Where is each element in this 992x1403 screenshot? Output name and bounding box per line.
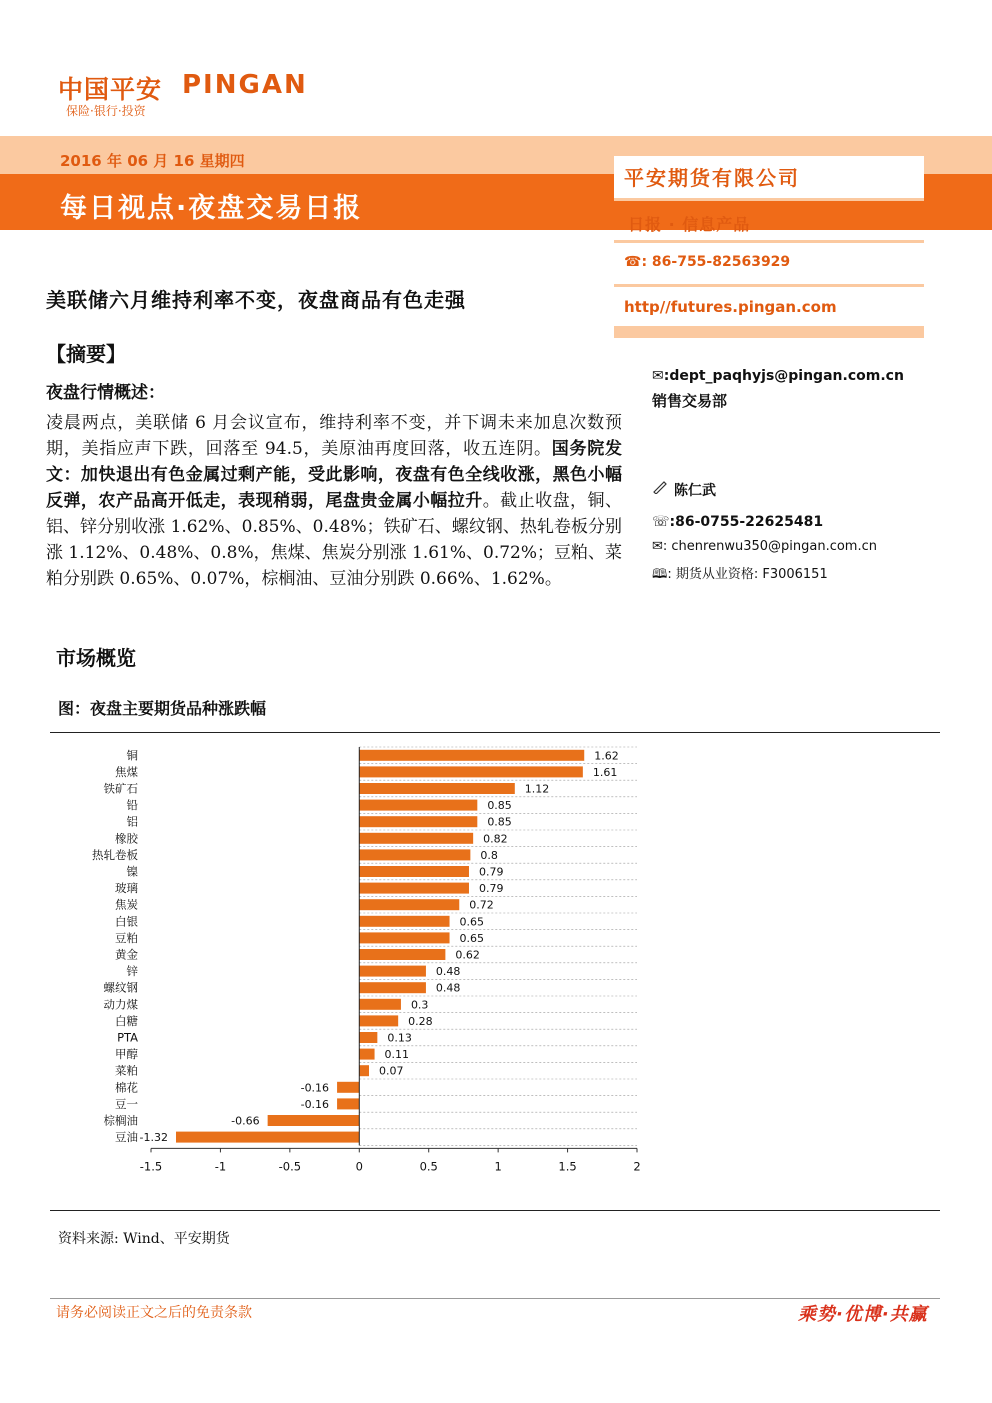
x-tick-label: 0 (355, 1159, 363, 1174)
analyst-phone: ☏:86-0755-22625481 (652, 514, 824, 530)
analyst-license: 🕮: 期货从业资格: F3006151 (652, 567, 828, 582)
bar (359, 949, 445, 960)
category-label: 甲醇 (115, 1047, 138, 1062)
category-label: 动力煤 (103, 997, 138, 1012)
sidebar-divider (614, 198, 924, 201)
data-label: 1.12 (524, 782, 550, 796)
data-label: 0.48 (435, 981, 461, 995)
logo-en: PINGAN (182, 70, 308, 100)
bar (268, 1115, 360, 1126)
bar (359, 982, 426, 993)
x-tick-label: 1 (494, 1159, 502, 1174)
category-label: 焦炭 (115, 897, 138, 912)
data-label: 0.85 (487, 799, 512, 813)
pen-icon (652, 480, 668, 498)
data-label: 0.62 (455, 948, 480, 962)
figure-top-rule (50, 732, 940, 733)
category-label: 豆油 (115, 1130, 138, 1145)
overview-subhead: 夜盘行情概述： (46, 383, 165, 403)
category-label: 螺纹钢 (103, 980, 138, 995)
x-tick-label: -1 (214, 1159, 227, 1174)
x-tick-label: -0.5 (278, 1159, 302, 1174)
sidebar-divider (614, 240, 924, 243)
bar (359, 833, 473, 844)
category-label: 白银 (115, 914, 138, 929)
data-label: -0.66 (231, 1114, 260, 1128)
slogan: 乘势·优博·共赢 (798, 1304, 928, 1325)
x-tick-label: 0.5 (419, 1159, 438, 1174)
bar (359, 1032, 377, 1043)
company-name: 平安期货有限公司 (624, 166, 800, 190)
bar (359, 750, 584, 761)
abstract-label: 【摘要】 (46, 342, 126, 366)
category-label: 热轧卷板 (92, 847, 138, 862)
footer-rule (50, 1298, 940, 1299)
analyst-name: 陈仁武 (674, 483, 716, 499)
headline: 美联储六月维持利率不变，夜盘商品有色走强 (46, 288, 466, 312)
x-tick-label: 1.5 (558, 1159, 577, 1174)
sidebar-divider (614, 284, 924, 287)
bar (359, 866, 469, 877)
bar-chart (50, 740, 940, 1180)
data-label: 0.13 (387, 1031, 412, 1045)
x-tick-label: 2 (633, 1159, 641, 1174)
paragraph-part1: 凌晨两点，美联储 6 月会议宣布，维持利率不变，并下调未来加息次数预期，美指应声下跌，回落至 94.5，美原油再度回落，收五连阴。 (46, 413, 622, 459)
dept-email[interactable]: ✉:dept_paqhyjs@pingan.com.cn (652, 368, 904, 384)
overview-paragraph (46, 410, 622, 592)
data-label: 0.11 (384, 1048, 410, 1062)
data-label: 0.8 (480, 848, 498, 862)
bar (176, 1132, 359, 1143)
category-label: 锌 (126, 964, 138, 979)
data-label: 0.48 (435, 965, 461, 979)
bar (359, 816, 477, 827)
category-label: 铝 (126, 814, 138, 829)
category-label: 铅 (126, 798, 138, 813)
bar (359, 1065, 369, 1076)
sidebar-divider (614, 326, 924, 338)
data-label: -1.32 (139, 1131, 168, 1145)
disclaimer-link[interactable]: 请务必阅读正文之后的免责条款 (56, 1305, 252, 1321)
category-label: 铜 (126, 748, 138, 763)
x-tick-label: -1.5 (139, 1159, 163, 1174)
figure-title: 图：夜盘主要期货品种涨跌幅 (58, 699, 267, 718)
category-label: 铁矿石 (103, 781, 138, 796)
paragraph-bold: 国务院发文：加快退出有色金属过剩产能，受此影响，夜盘有色全线收涨，黑色小幅反弹，农产品高开低走，表现稍弱，尾盘贵金属小幅拉升 (46, 439, 622, 511)
category-label: PTA (117, 1030, 138, 1045)
report-type: 日报 · 信息产品 (628, 215, 751, 234)
logo-cn: 中国平安 (58, 75, 163, 104)
category-label: 玻璃 (115, 881, 138, 896)
data-label: 0.28 (408, 1014, 433, 1028)
source-note: 资料来源: Wind、平安期货 (58, 1231, 230, 1247)
company-url[interactable]: http//futures.pingan.com (624, 298, 837, 316)
category-label: 豆粕 (115, 930, 138, 945)
data-label: -0.16 (300, 1097, 330, 1111)
bar (359, 766, 583, 777)
bar (359, 883, 469, 894)
category-label: 菜粕 (115, 1063, 138, 1078)
data-label: 0.79 (478, 865, 504, 879)
bar (359, 1049, 374, 1060)
data-label: 0.72 (469, 898, 494, 912)
bar (359, 916, 449, 927)
bar (359, 999, 401, 1010)
paragraph-part2: 。截止收盘，铜、铝、锌分别收涨 1.62%、0.85%、0.48%；铁矿石、螺纹钢、热轧卷板分别涨 1.12%、0.48%、0.8%，焦煤、焦炭分别涨 1.61%、0.72%；豆粕、菜粕分别跌 0.65%、0.07%，棕榈油、豆油分别跌 0.66%、1.62%。 (46, 491, 623, 589)
company-phone: ☎: 86-755-82563929 (624, 254, 791, 270)
bar (337, 1082, 359, 1093)
category-label: 豆一 (115, 1096, 138, 1111)
data-label: 1.62 (594, 749, 619, 763)
category-label: 焦煤 (115, 764, 138, 779)
bar (359, 1015, 398, 1026)
data-label: 0.07 (379, 1064, 404, 1078)
bar (359, 800, 477, 811)
data-label: -0.16 (300, 1081, 330, 1095)
dept-name: 销售交易部 (652, 392, 728, 410)
market-overview-heading: 市场概览 (56, 646, 136, 670)
bar (359, 783, 515, 794)
data-label: 0.82 (483, 832, 508, 846)
data-label: 1.61 (592, 765, 618, 779)
bar (359, 932, 449, 943)
bar (337, 1098, 359, 1109)
bar (359, 966, 426, 977)
report-title: 每日视点·夜盘交易日报 (60, 193, 363, 224)
category-label: 镍 (126, 864, 138, 879)
data-label: 0.79 (478, 882, 504, 896)
category-label: 黄金 (115, 947, 138, 962)
category-label: 橡胶 (115, 831, 138, 846)
data-label: 0.65 (459, 915, 485, 929)
figure-bottom-rule (50, 1210, 940, 1211)
category-label: 白糖 (115, 1013, 138, 1028)
analyst-email[interactable]: ✉: chenrenwu350@pingan.com.cn (652, 539, 877, 554)
report-date: 2016 年 06 月 16 星期四 (60, 152, 245, 170)
logo-subtitle: 保险·银行·投资 (66, 104, 146, 118)
category-label: 棕榈油 (103, 1113, 138, 1128)
data-label: 0.85 (487, 815, 512, 829)
category-label: 棉花 (115, 1080, 138, 1095)
data-label: 0.65 (459, 931, 485, 945)
bar (359, 849, 470, 860)
bar (359, 899, 459, 910)
data-label: 0.3 (410, 998, 429, 1012)
